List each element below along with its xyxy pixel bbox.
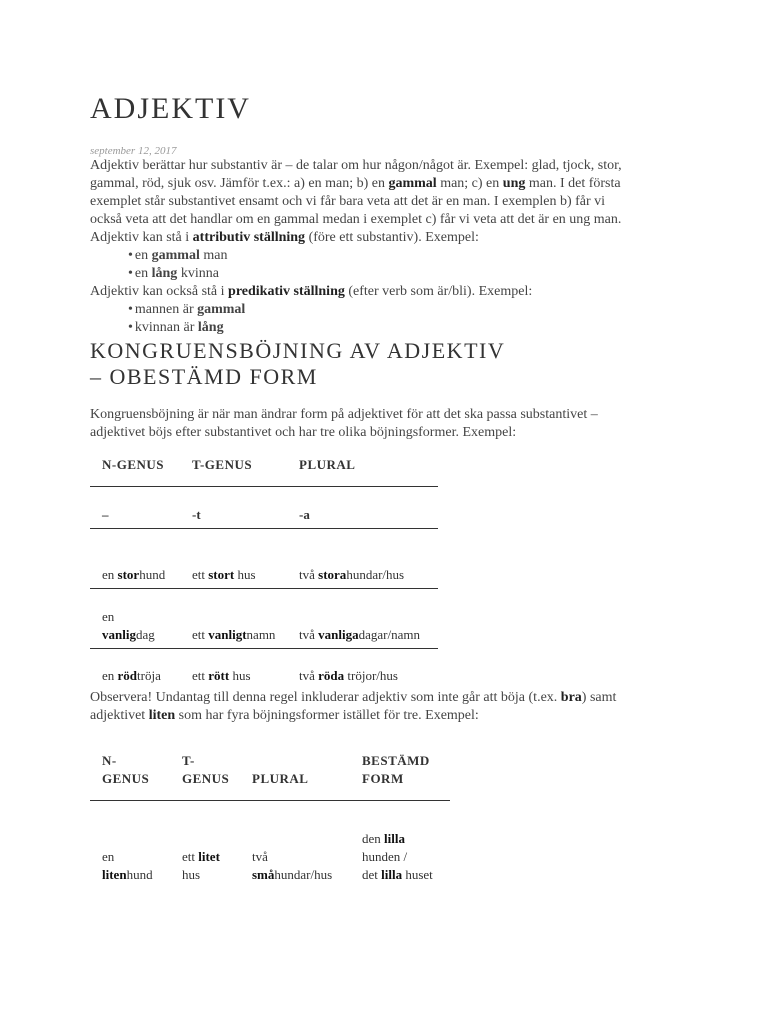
section-intro: Kongruensböjning är när man ändrar form på adjektivet för att det ska passa substantivet – adjektivet böjs efter substantivet och har tre olika böjningsformer. Exempel:	[90, 407, 598, 440]
table-header: N-GENUS	[102, 752, 150, 786]
table-cell: ett rött hus	[192, 667, 251, 683]
table-cell: den lilla hunden / det lilla huset	[362, 831, 433, 882]
intro-paragraph: Adjektiv berättar hur substantiv är – de talar om hur någon/något är. Exempel: glad, tjock, stor, gammal, röd, sjuk osv. Jämför t.ex.: a) en man; b) en gammal man; c) en ung man. I det första exemplet står substantivet ensamt och vi får bara veta att det är en man. I exemplen b) får vi också veta att det handlar om en gammal medan i exemplet c) får vi veta att det är en ung man. Adjektiv kan stå i attributiv ställning (före ett substantiv). Exempel:	[90, 157, 675, 247]
table-cell: en storhund	[102, 567, 166, 582]
table-row	[90, 529, 438, 589]
table-row	[90, 589, 438, 649]
table-cell: ett vanligtnamn	[192, 627, 276, 642]
table-header: N-GENUS	[102, 457, 165, 472]
section-heading: KONGRUENSBÖJNING AV ADJEKTIV – OBESTÄMD FORM	[90, 338, 506, 389]
table-cell: två röda tröjor/hus	[299, 667, 398, 683]
attributive-examples	[128, 247, 227, 283]
table-header: PLURAL	[299, 457, 356, 472]
inflection-table	[90, 448, 438, 689]
table-header: T-GENUS	[192, 457, 253, 472]
table-cell: en vanligdag	[102, 609, 155, 642]
table-row	[90, 487, 438, 529]
table-header-row	[90, 448, 438, 487]
list-item: • en gammal man	[128, 247, 227, 265]
page-title: ADJEKTIV	[90, 92, 251, 125]
list-item: • mannen är gammal	[128, 301, 245, 319]
table-cell: ett stort hus	[192, 567, 256, 582]
table-header: T-GENUS	[182, 752, 230, 786]
table-cell: -a	[299, 507, 310, 522]
attributive-sentence: Adjektiv kan stå i attributiv ställning (före ett substantiv). Exempel:	[90, 230, 479, 245]
observe-paragraph: Observera! Undantag till denna regel inkluderar adjektiv som inte går att böja (t.ex. bra) samt adjektivet liten som har fyra böjningsformer istället för tre. Exempel:	[90, 690, 617, 723]
table-row	[90, 800, 450, 888]
table-cell: en rödtröja	[102, 667, 161, 683]
post-date: september 12, 2017	[90, 145, 177, 157]
table-cell: två småhundar/hus	[252, 849, 333, 882]
table-header-row	[90, 732, 450, 800]
table-row	[90, 649, 438, 689]
table-cell: -t	[192, 507, 201, 522]
table-cell: två vanligadagar/namn	[299, 627, 420, 642]
table-header: PLURAL	[252, 770, 309, 786]
table-header: BESTÄMD FORM	[362, 752, 430, 786]
list-item: • en lång kvinna	[128, 265, 227, 283]
list-item: • kvinnan är lång	[128, 319, 245, 337]
liten-table	[90, 732, 450, 888]
table-cell: ett litet hus	[182, 849, 220, 882]
predicative-sentence: Adjektiv kan också stå i predikativ ställning (efter verb som är/bli). Exempel:	[90, 284, 533, 299]
table-cell: –	[102, 507, 109, 522]
predicative-examples	[128, 301, 245, 337]
table-cell: två storahundar/hus	[299, 567, 405, 582]
table-cell: en litenhund	[102, 849, 153, 882]
